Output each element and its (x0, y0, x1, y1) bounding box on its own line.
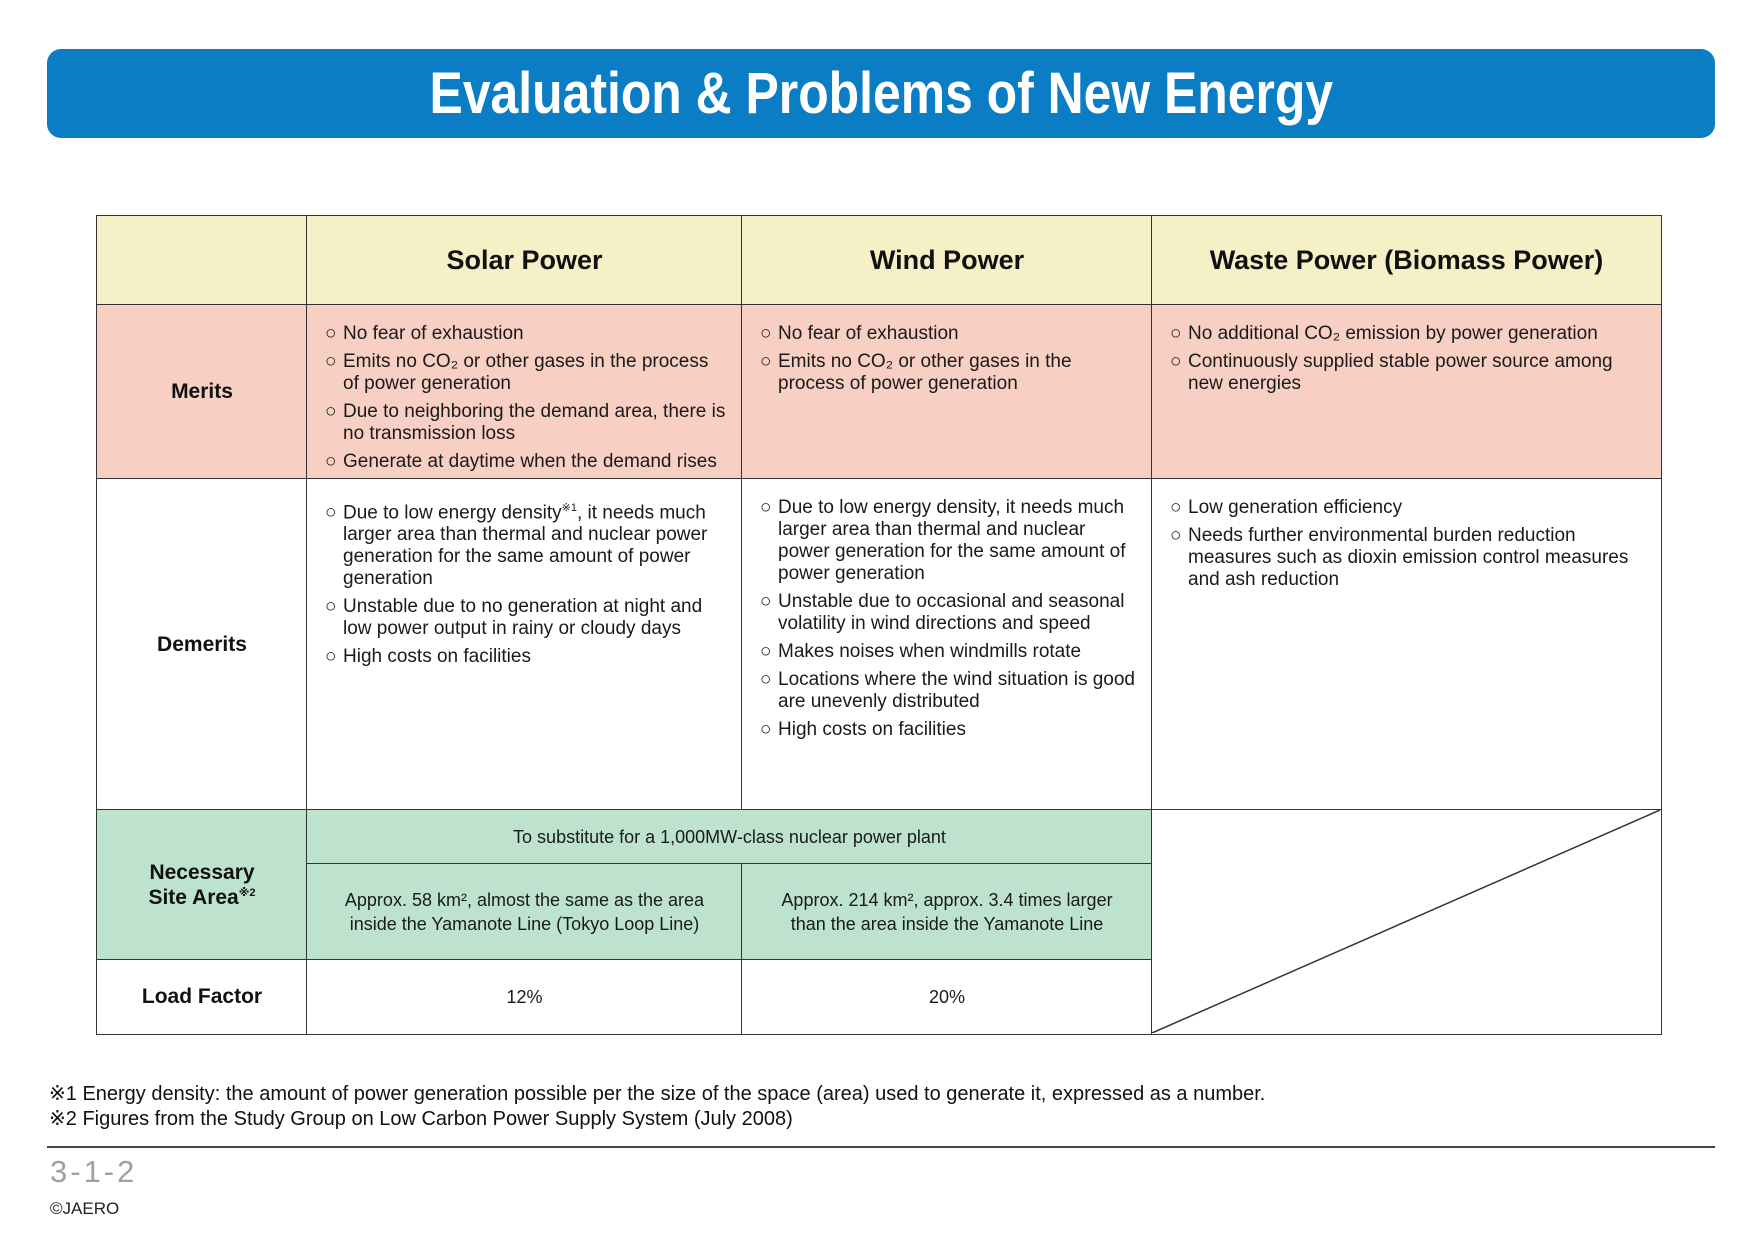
demerits-waste-cell (1151, 478, 1662, 811)
page-title: Evaluation & Problems of New Energy (429, 61, 1333, 126)
header-wind: Wind Power (741, 215, 1153, 306)
list-item: ○ Generate at daytime when the demand rises (325, 451, 717, 472)
list-item: ○ Due to low energy density$^{※1}$, it needs much larger area than thermal and nuclear power generation for the same amount of power generation (325, 502, 708, 590)
divider (47, 1146, 1715, 1148)
list-item: ○ Emits no CO₂ or other gases in the process of power generation (325, 351, 709, 394)
page-number: 3-1-2 (50, 1154, 138, 1189)
footnote-mark: ※1 (561, 502, 577, 514)
list-item: ○ No additional CO₂ emission by power generation (1170, 323, 1598, 344)
header-waste: Waste Power (Biomass Power) (1151, 215, 1662, 306)
comparison-table (96, 215, 1662, 1035)
merits-label: Merits (96, 304, 308, 480)
site-area-wind: Approx. 214 km², approx. 3.4 times larger than the area inside the Yamanote Line (741, 863, 1153, 961)
list-item: ○ Makes noises when windmills rotate (760, 641, 1082, 662)
load-factor-label: Load Factor (96, 959, 308, 1035)
demerits-solar-list (307, 479, 742, 668)
merits-solar-cell (306, 304, 743, 480)
site-area-label: Necessary Site Area$^{※2}$ (96, 809, 308, 961)
waste-not-applicable-cell (1151, 809, 1662, 1035)
footnote-1: ※1 Energy density: the amount of power generation possible per the size of the space (area) used to generate it, expressed as a number. (49, 1083, 1266, 1105)
load-factor-solar: 12% (306, 959, 743, 1035)
list-item: ○ Unstable due to occasional and seasonal volatility in wind directions and speed (760, 591, 1125, 634)
merits-wind-cell (741, 304, 1153, 480)
list-item: ○ No fear of exhaustion (760, 323, 959, 344)
list-item: ○ High costs on facilities (760, 719, 966, 740)
list-item: ○ Due to low energy density, it needs much larger area than thermal and nuclear power generation for the same amount of power generation (760, 497, 1126, 584)
load-factor-wind: 20% (741, 959, 1153, 1035)
list-item: ○ Needs further environmental burden reduction measures such as dioxin emission control measures and ash reduction (1170, 525, 1629, 590)
merits-waste-list (1152, 305, 1661, 395)
diagonal-strike (1152, 810, 1660, 1033)
demerits-waste-list (1152, 479, 1661, 591)
demerits-solar-cell (306, 478, 743, 811)
copyright: ©JAERO (50, 1199, 120, 1218)
merits-waste-cell (1151, 304, 1662, 480)
list-item: ○ Continuously supplied stable power source among new energies (1170, 351, 1613, 394)
list-item: ○ Due to neighboring the demand area, there is no transmission loss (325, 401, 726, 444)
list-item: ○ Low generation efficiency (1170, 497, 1403, 518)
demerits-label: Demerits (96, 478, 308, 811)
footnotes (49, 1082, 1265, 1132)
demerits-wind-list (742, 479, 1152, 741)
list-item: ○ Locations where the wind situation is good are unevenly distributed (760, 669, 1136, 712)
header-empty-cell (96, 215, 308, 306)
demerits-wind-cell (741, 478, 1153, 811)
list-item: ○ Emits no CO₂ or other gases in the process of power generation (760, 351, 1072, 394)
merits-wind-list (742, 305, 1152, 395)
list-item: ○ High costs on facilities (325, 646, 531, 668)
header-solar: Solar Power (306, 215, 743, 306)
title-banner (47, 49, 1715, 138)
list-item: ○ No fear of exhaustion (325, 323, 524, 344)
site-area-span: To substitute for a 1,000MW-class nuclear power plant (306, 809, 1153, 865)
footnote-mark: ※2 (238, 887, 256, 899)
site-area-solar: Approx. 58 km², almost the same as the area inside the Yamanote Line (Tokyo Loop Line) (306, 863, 743, 961)
footnote-2: ※2 Figures from the Study Group on Low Carbon Power Supply System (July 2008) (49, 1108, 793, 1130)
merits-solar-list (307, 305, 742, 473)
list-item: ○ Unstable due to no generation at night and low power output in rainy or cloudy days (325, 596, 703, 640)
